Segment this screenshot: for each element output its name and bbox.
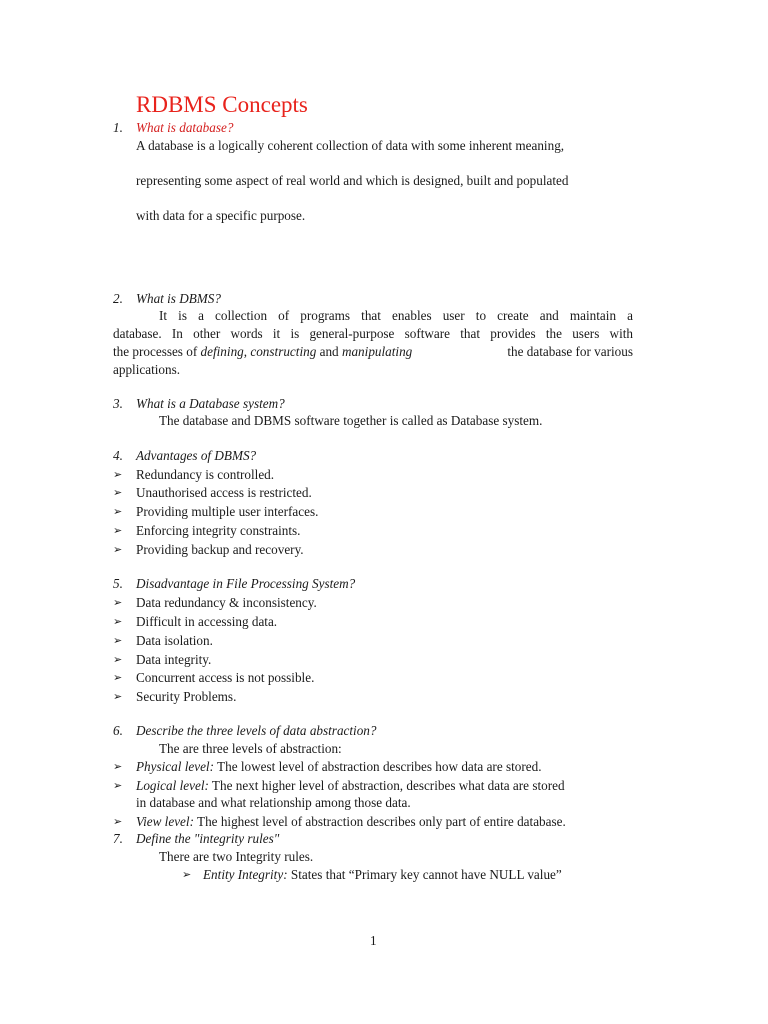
bullet-arrow-icon: ➢ (113, 544, 123, 556)
q1-line-2: representing some aspect of real world and which is designed, built and populated (136, 173, 569, 188)
term-view-level: View level: (136, 814, 194, 829)
q4-number: 4. (113, 448, 123, 463)
bullet-arrow-icon: ➢ (113, 654, 123, 666)
q2-number: 2. (113, 291, 123, 306)
list-item: Enforcing integrity constraints. (136, 523, 301, 538)
list-item: Providing multiple user interfaces. (136, 504, 319, 519)
q1-line-3: with data for a specific purpose. (136, 208, 306, 223)
list-item-physical-level (136, 758, 542, 776)
q4-question: Advantages of DBMS? (136, 448, 257, 463)
bullet-arrow-icon: ➢ (113, 525, 123, 537)
q1-line-1: A database is a logically coherent collection of data with some inherent meaning, (136, 138, 565, 153)
term-physical-level: Physical level: (136, 759, 214, 774)
list-item: Data isolation. (136, 633, 213, 648)
list-item: Redundancy is controlled. (136, 467, 275, 482)
list-item: Security Problems. (136, 689, 237, 704)
bullet-arrow-icon: ➢ (113, 506, 123, 518)
bullet-arrow-icon: ➢ (113, 487, 123, 499)
q2-line-3-a: the processes of (113, 344, 201, 359)
q6-number: 6. (113, 723, 123, 738)
q2-line-4: applications. (113, 362, 181, 377)
list-item: Difficult in accessing data. (136, 614, 278, 629)
list-item-view-level (136, 813, 566, 831)
bullet-arrow-icon: ➢ (182, 869, 192, 881)
physical-level-text: The lowest level of abstraction describes how data are stored. (214, 759, 542, 774)
q3-answer: The database and DBMS software together is called as Database system. (159, 413, 543, 428)
term-constructing: constructing (250, 344, 317, 359)
logical-level-text: The next higher level of abstraction, describes what data are stored (208, 778, 565, 793)
bullet-arrow-icon: ➢ (113, 672, 123, 684)
bullet-arrow-icon: ➢ (113, 469, 123, 481)
list-item: Data redundancy & inconsistency. (136, 595, 317, 610)
q3-question: What is a Database system? (136, 396, 285, 411)
q2-line-3-comma: , (243, 344, 251, 359)
list-item-logical-level (136, 777, 565, 795)
list-item: Providing backup and recovery. (136, 542, 304, 557)
q2-line-1: It is a collection of programs that enables user to create and maintain a (159, 308, 633, 323)
term-manipulating: manipulating (341, 344, 413, 359)
list-item: Concurrent access is not possible. (136, 670, 315, 685)
bullet-arrow-icon: ➢ (113, 635, 123, 647)
term-defining: defining (200, 344, 244, 359)
q2-line-3-b: the database for various (507, 344, 633, 359)
q1-question: What is database? (136, 120, 234, 135)
q1-number: 1. (113, 120, 123, 135)
q7-intro: There are two Integrity rules. (159, 849, 314, 864)
q6-question: Describe the three levels of data abstraction? (136, 723, 377, 738)
entity-integrity-text: States that “Primary key cannot have NULL value” (287, 867, 562, 882)
bullet-arrow-icon: ➢ (113, 816, 123, 828)
page-title: RDBMS Concepts (136, 92, 308, 117)
q2-line-2: database. In other words it is general-purpose software that provides the users with (113, 326, 633, 341)
term-logical-level: Logical level: (136, 778, 209, 793)
bullet-arrow-icon: ➢ (113, 780, 123, 792)
logical-level-text-cont: in database and what relationship among those data. (136, 795, 411, 810)
q2-line-3 (113, 343, 633, 361)
list-item: Data integrity. (136, 652, 212, 667)
bullet-arrow-icon: ➢ (113, 691, 123, 703)
q5-question: Disadvantage in File Processing System? (136, 576, 356, 591)
list-item-entity-integrity (203, 866, 562, 884)
list-item: Unauthorised access is restricted. (136, 485, 312, 500)
q2-question: What is DBMS? (136, 291, 221, 306)
q3-number: 3. (113, 396, 123, 411)
q2-line-3-and: and (316, 344, 342, 359)
bullet-arrow-icon: ➢ (113, 761, 123, 773)
q7-number: 7. (113, 831, 123, 846)
view-level-text: The highest level of abstraction describes only part of entire database. (193, 814, 566, 829)
bullet-arrow-icon: ➢ (113, 597, 123, 609)
term-entity-integrity: Entity Integrity: (203, 867, 288, 882)
bullet-arrow-icon: ➢ (113, 616, 123, 628)
q6-intro: The are three levels of abstraction: (159, 741, 342, 756)
q5-number: 5. (113, 576, 123, 591)
page-number: 1 (370, 933, 377, 948)
q7-question: Define the "integrity rules" (136, 831, 280, 846)
